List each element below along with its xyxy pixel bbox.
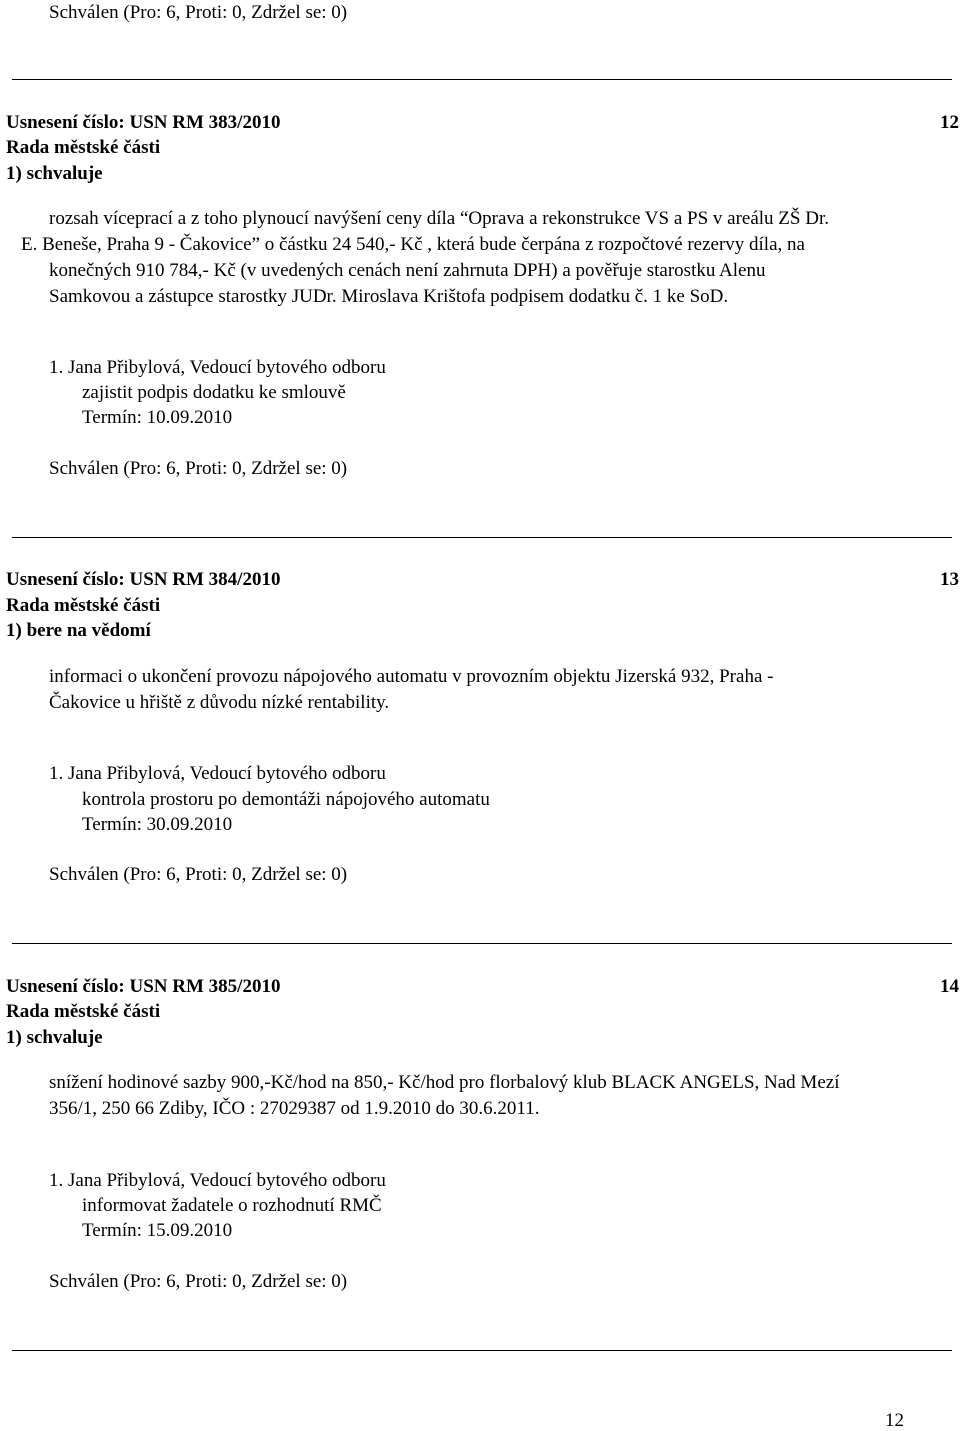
task-deadline: Termín: 30.09.2010 xyxy=(82,814,233,835)
separator-rule xyxy=(12,1350,952,1351)
approval-line: Schválen (Pro: 6, Proti: 0, Zdržel se: 0) xyxy=(49,1271,348,1292)
approval-line: Schválen (Pro: 6, Proti: 0, Zdržel se: 0) xyxy=(49,2,348,23)
task-responsible: 1. Jana Přibylová, Vedoucí bytového odboru xyxy=(49,763,386,784)
task-description: kontrola prostoru po demontáži nápojového automatu xyxy=(82,789,490,810)
resolution-number: Usnesení číslo: USN RM 384/2010 xyxy=(6,569,281,590)
text-line: 356/1, 250 66 Zdiby, IČO : 27029387 od 1.9.2010 do 30.6.2011. xyxy=(49,1098,540,1119)
separator-rule xyxy=(12,537,952,538)
text-line: rozsah víceprací a z toho plynoucí navýšení ceny díla “Oprava a rekonstrukce VS a PS v areálu ZŠ Dr. xyxy=(49,208,829,229)
resolution-text xyxy=(49,664,959,716)
task-deadline: Termín: 15.09.2010 xyxy=(82,1220,233,1241)
text-line: Samkovou a zástupce starostky JUDr. Miroslava Krištofa podpisem dodatku č. 1 ke SoD. xyxy=(49,286,729,307)
item-number: 14 xyxy=(940,976,959,997)
resolution-action: 1) schvaluje xyxy=(6,163,103,184)
task-deadline: Termín: 10.09.2010 xyxy=(82,407,233,428)
text-line: snížení hodinové sazby 900,-Kč/hod na 850,- Kč/hod pro florbalový klub BLACK ANGELS, Nad Mezí xyxy=(49,1072,840,1093)
task-responsible: 1. Jana Přibylová, Vedoucí bytového odboru xyxy=(49,357,386,378)
resolution-text xyxy=(49,1070,959,1122)
resolution-number: Usnesení číslo: USN RM 385/2010 xyxy=(6,976,281,997)
text-line: konečných 910 784,- Kč (v uvedených cenách není zahrnuta DPH) a pověřuje starostku Alenu xyxy=(49,260,766,281)
resolution-body: Rada městské části xyxy=(6,1001,161,1022)
item-number: 12 xyxy=(940,112,959,133)
task-description: zajistit podpis dodatku ke smlouvě xyxy=(82,382,346,403)
resolution-body: Rada městské části xyxy=(6,595,161,616)
text-line: E. Beneše, Praha 9 - Čakovice” o částku 24 540,- Kč , která bude čerpána z rozpočtové rezervy díla, na xyxy=(21,234,805,255)
text-line: informaci o ukončení provozu nápojového automatu v provozním objektu Jizerská 932, Praha - xyxy=(49,666,774,687)
task-responsible: 1. Jana Přibylová, Vedoucí bytového odboru xyxy=(49,1170,386,1191)
approval-line: Schválen (Pro: 6, Proti: 0, Zdržel se: 0) xyxy=(49,458,348,479)
resolution-action: 1) schvaluje xyxy=(6,1027,103,1048)
separator-rule xyxy=(12,943,952,944)
resolution-number: Usnesení číslo: USN RM 383/2010 xyxy=(6,112,281,133)
task-description: informovat žadatele o rozhodnutí RMČ xyxy=(82,1195,382,1216)
approval-line: Schválen (Pro: 6, Proti: 0, Zdržel se: 0) xyxy=(49,864,348,885)
separator-rule xyxy=(12,79,952,80)
item-number: 13 xyxy=(940,569,959,590)
text-line: Čakovice u hřiště z důvodu nízké rentability. xyxy=(49,692,390,713)
page-number: 12 xyxy=(885,1410,904,1431)
resolution-action: 1) bere na vědomí xyxy=(6,620,151,641)
resolution-body: Rada městské části xyxy=(6,137,161,158)
resolution-text xyxy=(21,206,959,310)
